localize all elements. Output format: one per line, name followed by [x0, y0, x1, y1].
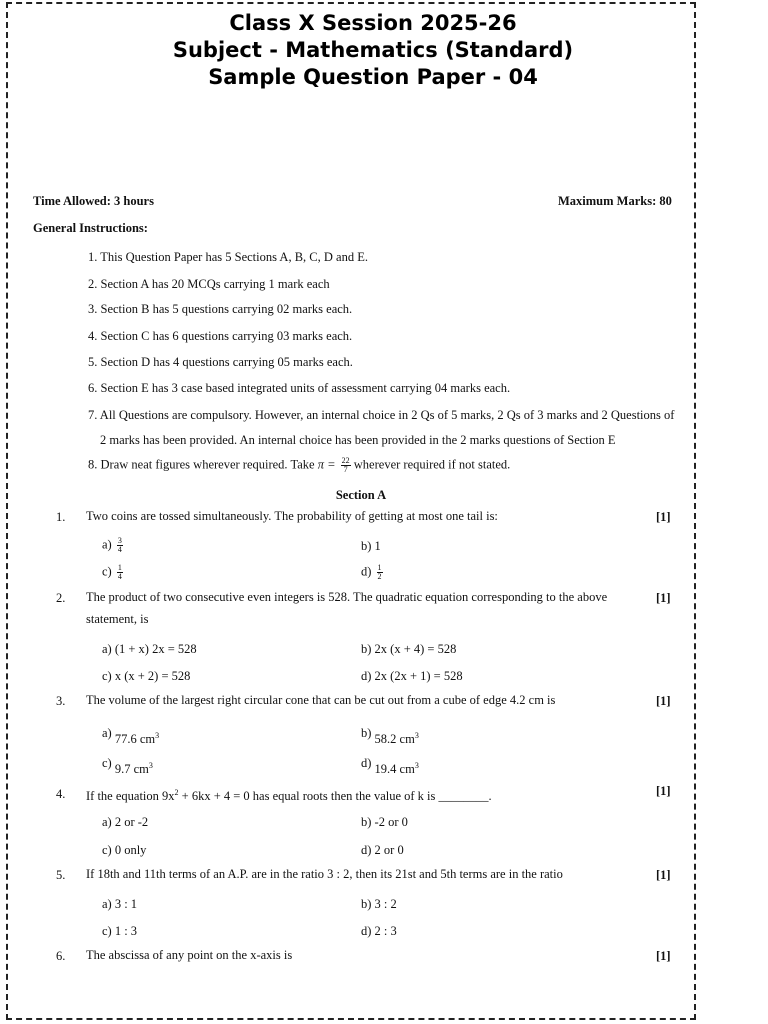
- question-5-number: 5.: [56, 868, 66, 882]
- question-3-marks: [1]: [656, 694, 671, 708]
- question-1-option-d: [361, 564, 383, 581]
- question-5-option-b: b) 3 : 2: [361, 897, 397, 911]
- time-allowed: Time Allowed: 3 hours: [33, 194, 154, 208]
- fraction-numerator: 1: [117, 563, 122, 572]
- fraction-numerator: 1: [377, 563, 382, 572]
- question-4-text: [86, 782, 646, 807]
- instruction-8-prefix: 8. Draw neat figures wherever required. Take: [88, 457, 315, 472]
- cube-exponent: 3: [414, 731, 419, 740]
- question-2-option-a: a) (1 + x) 2x = 528: [102, 642, 197, 656]
- question-4-option-b: b) -2 or 0: [361, 815, 408, 829]
- class-session-title: Class X Session 2025-26: [229, 11, 517, 35]
- question-5-option-c: c) 1 : 3: [102, 924, 138, 938]
- question-4-option-c: c) 0 only: [102, 843, 147, 857]
- instruction-7: 7. All Questions are compulsory. However, an internal choice in 2 Qs of 5 marks, 2 Qs of 3 marks and 2 Questions of: [88, 408, 675, 422]
- question-1-option-a: [102, 537, 123, 554]
- fraction-denominator: 2: [377, 572, 382, 581]
- question-2-marks: [1]: [656, 591, 671, 605]
- instruction-7-continued: 2 marks has been provided. An internal choice has been provided in the 2 marks questions of Section E: [100, 433, 616, 447]
- question-4-option-a: a) 2 or -2: [102, 815, 149, 829]
- maximum-marks: Maximum Marks: 80: [558, 194, 672, 208]
- pi-symbol: π =: [317, 457, 336, 472]
- fraction-numerator: 3: [117, 536, 122, 545]
- option-d-value: [375, 762, 419, 776]
- volume-value: 9.7 cm: [114, 762, 149, 777]
- option-a-label: a): [102, 537, 112, 552]
- option-c-label: c): [102, 564, 112, 579]
- instruction-4: 4. Section C has 6 questions carrying 03 marks each.: [88, 329, 353, 343]
- volume-value: 77.6 cm: [114, 732, 156, 747]
- option-b-label: b): [361, 726, 372, 741]
- instruction-5: 5. Section D has 4 questions carrying 05 marks each.: [88, 355, 353, 369]
- question-1-option-b: b) 1: [361, 539, 381, 553]
- question-2-text: The product of two consecutive even integers is 528. The quadratic equation corresponding to the above statement, is: [86, 590, 608, 626]
- option-d-label: d): [361, 564, 372, 579]
- question-6-marks: [1]: [656, 949, 671, 963]
- question-3-number: 3.: [56, 694, 66, 708]
- option-c-fraction: [117, 564, 123, 581]
- question-4-option-d: d) 2 or 0: [361, 843, 404, 857]
- question-4-text-end: + 6kx + 4 = 0 has equal roots then the value of k is ________.: [178, 789, 492, 804]
- instruction-6: 6. Section E has 3 case based integrated units of assessment carrying 04 marks each.: [88, 381, 511, 395]
- cube-exponent: 3: [414, 761, 419, 770]
- volume-value: 19.4 cm: [374, 762, 415, 777]
- option-b-value: [375, 732, 419, 746]
- option-d-fraction: [377, 564, 383, 581]
- volume-value: 58.2 cm: [374, 732, 415, 747]
- question-1-marks: [1]: [656, 510, 671, 524]
- question-5-marks: [1]: [656, 868, 671, 882]
- question-1-number: 1.: [56, 510, 66, 524]
- question-2-option-c: c) x (x + 2) = 528: [102, 669, 191, 683]
- question-6-text: The abscissa of any point on the x-axis is: [86, 948, 293, 962]
- question-4-marks: [1]: [656, 784, 671, 798]
- option-d-label: d): [361, 756, 372, 771]
- instruction-3: 3. Section B has 5 questions carrying 02 marks each.: [88, 302, 353, 316]
- question-3-option-c: [102, 755, 153, 777]
- instruction-8: [88, 457, 510, 474]
- question-2-option-d: d) 2x (2x + 1) = 528: [361, 669, 463, 683]
- pi-denominator: 7: [343, 465, 348, 474]
- fraction-denominator: 4: [117, 545, 122, 554]
- question-3-option-d: [361, 755, 419, 777]
- question-1-option-c: [102, 564, 123, 581]
- instruction-1: 1. This Question Paper has 5 Sections A, B, C, D and E.: [88, 250, 368, 264]
- question-6-number: 6.: [56, 949, 66, 963]
- question-5-text: If 18th and 11th terms of an A.P. are in the ratio 3 : 2, then its 21st and 5th terms are in the ratio: [86, 867, 563, 881]
- cube-exponent: 3: [148, 761, 153, 770]
- subject-title: Subject - Mathematics (Standard): [172, 38, 574, 62]
- question-1-text: Two coins are tossed simultaneously. The probability of getting at most one tail is:: [86, 509, 498, 523]
- option-a-label: a): [102, 726, 112, 741]
- instruction-8-suffix: wherever required if not stated.: [353, 457, 511, 472]
- question-3-option-a: [102, 725, 160, 747]
- question-5-option-d: d) 2 : 3: [361, 924, 397, 938]
- square-exponent: 2: [174, 788, 179, 797]
- option-a-fraction: [117, 537, 123, 554]
- pi-fraction: [341, 457, 351, 474]
- section-a-title: Section A: [335, 488, 387, 502]
- instruction-2: 2. Section A has 20 MCQs carrying 1 mark each: [88, 277, 330, 291]
- question-4-number: 4.: [56, 787, 66, 801]
- question-2-option-b: b) 2x (x + 4) = 528: [361, 642, 457, 656]
- question-4-text-start: If the equation 9x: [86, 789, 175, 804]
- general-instructions-heading: General Instructions:: [33, 221, 148, 235]
- question-2-number: 2.: [56, 591, 66, 605]
- question-3-option-b: [361, 725, 419, 747]
- cube-exponent: 3: [155, 731, 160, 740]
- option-c-label: c): [102, 756, 112, 771]
- option-a-value: [115, 732, 159, 746]
- paper-header: [0, 10, 746, 91]
- question-5-option-a: a) 3 : 1: [102, 897, 138, 911]
- question-3-text: The volume of the largest right circular cone that can be cut out from a cube of edge 4.2 cm is: [86, 693, 556, 707]
- fraction-denominator: 4: [117, 572, 122, 581]
- paper-title: Sample Question Paper - 04: [208, 65, 538, 89]
- pi-numerator: 22: [341, 456, 350, 465]
- option-c-value: [115, 762, 153, 776]
